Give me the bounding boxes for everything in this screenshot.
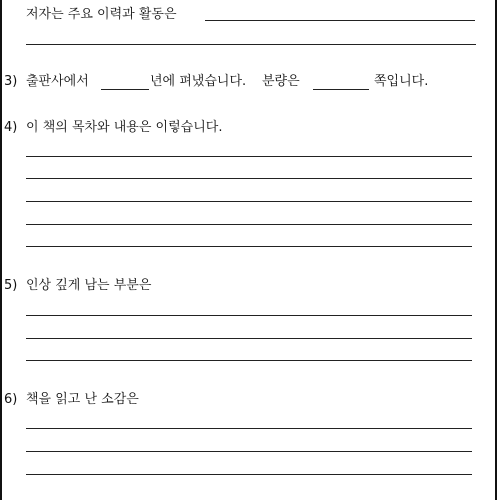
pages-suffix: 쪽입니다.	[374, 74, 429, 89]
thoughts-answer-line-3[interactable]	[26, 474, 472, 475]
item6-label: 6)	[4, 392, 18, 407]
impression-answer-line-3[interactable]	[26, 360, 472, 361]
contents-prompt: 이 책의 목차와 내용은 이렇습니다.	[26, 120, 223, 135]
year-blank[interactable]	[101, 89, 149, 90]
author-prompt: 저자는 주요 이력과 활동은	[26, 7, 177, 22]
impression-answer-line-2[interactable]	[26, 338, 472, 339]
year-text: 년에 펴냈습니다.	[150, 74, 247, 89]
contents-answer-line-4[interactable]	[26, 224, 472, 225]
item5-label: 5)	[4, 278, 18, 293]
publisher-text: 출판사에서	[26, 74, 89, 89]
impression-answer-line-1[interactable]	[26, 315, 472, 316]
contents-answer-line-5[interactable]	[26, 246, 472, 247]
author-answer-line-2[interactable]	[26, 44, 476, 45]
item3-label: 3)	[4, 74, 18, 89]
pages-blank[interactable]	[313, 89, 369, 90]
thoughts-prompt: 책을 읽고 난 소감은	[26, 392, 139, 407]
thoughts-answer-line-2[interactable]	[26, 451, 472, 452]
thoughts-answer-line-1[interactable]	[26, 428, 472, 429]
author-answer-line-1[interactable]	[205, 20, 475, 21]
contents-answer-line-3[interactable]	[26, 201, 472, 202]
item4-label: 4)	[4, 120, 18, 135]
impression-prompt: 인상 깊게 남는 부분은	[26, 278, 152, 293]
pages-text: 분량은	[262, 74, 300, 89]
contents-answer-line-2[interactable]	[26, 178, 472, 179]
contents-answer-line-1[interactable]	[26, 156, 472, 157]
